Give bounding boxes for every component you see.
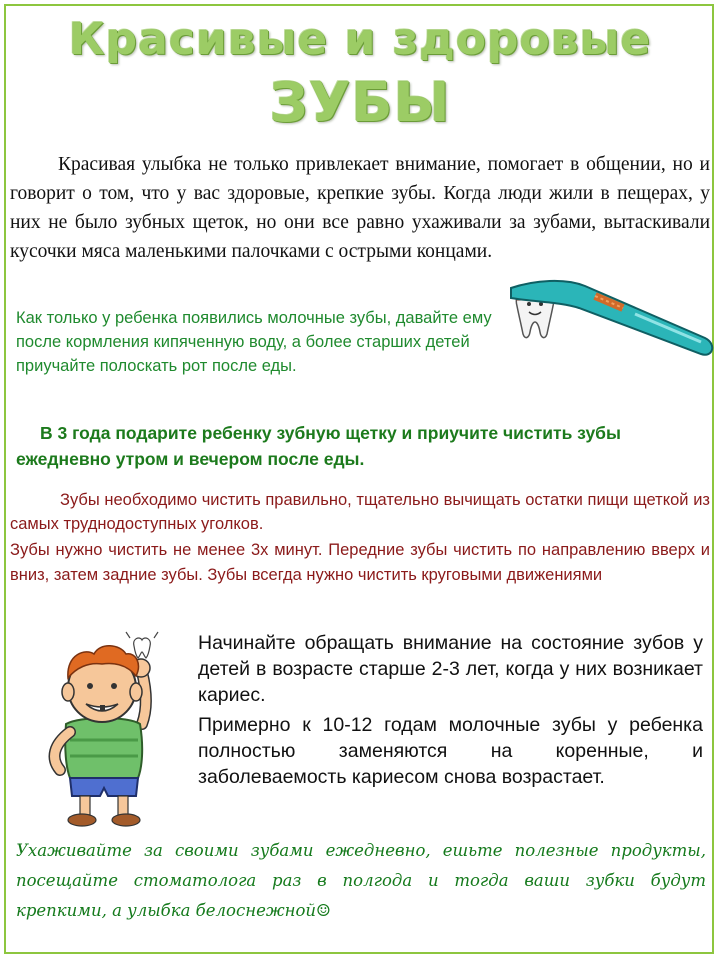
bold-note: В 3 года подарите ребенку зубную щетку и приучите чистить зубы ежедневно утром и вечером после еды. xyxy=(16,423,621,469)
parent-advice-paragraph-1: Начинайте обращать внимание на состояние зубов у детей в возрасте старше 2-3 лет, когда у них возникает кариес. xyxy=(198,632,703,706)
red-note-1: Зубы необходимо чистить правильно, тщательно вычищать остатки пищи щеткой из самых труднодоступных уголков. xyxy=(10,491,710,533)
boy-icon xyxy=(30,628,190,828)
intro-paragraph: Красивая улыбка не только привлекает внимание, помогает в общении, но и говорит о том, что у вас здоровые, крепкие зубы. Когда люди жили в пещерах, у них не было зубных щеток, но они все равно ухаживали за зубами, вытаскивали кусочки мяса маленькими палочками с острыми концами. xyxy=(10,154,710,262)
toothbrush-icon xyxy=(505,272,720,372)
page-title-line-2: ЗУБЫ xyxy=(269,71,451,134)
closing-paragraph: Ухаживайте за своими зубами ежедневно, ешьте полезные продукты, посещайте стоматолога раз в полгода и тогда ваши зубки будут крепкими, а улыбка белоснежной☺ xyxy=(16,841,706,920)
page-title-line-1: Красивые и здоровые xyxy=(68,14,652,65)
green-note: Как только у ребенка появились молочные зубы, давайте ему после кормления кипяченную воду, а более старших детей приучайте полоскать рот после еды. xyxy=(16,309,492,375)
parent-advice-paragraph-2: Примерно к 10-12 годам молочные зубы у ребенка полностью заменяются на коренные, и заболеваемость кариесом снова возрастает. xyxy=(198,714,703,788)
red-note-2: Зубы нужно чистить не менее 3х минут. Передние зубы чистить по направлению вверх и вниз, затем задние зубы. Зубы всегда нужно чистить круговыми движениями xyxy=(10,541,710,584)
parent-advice xyxy=(198,630,703,794)
